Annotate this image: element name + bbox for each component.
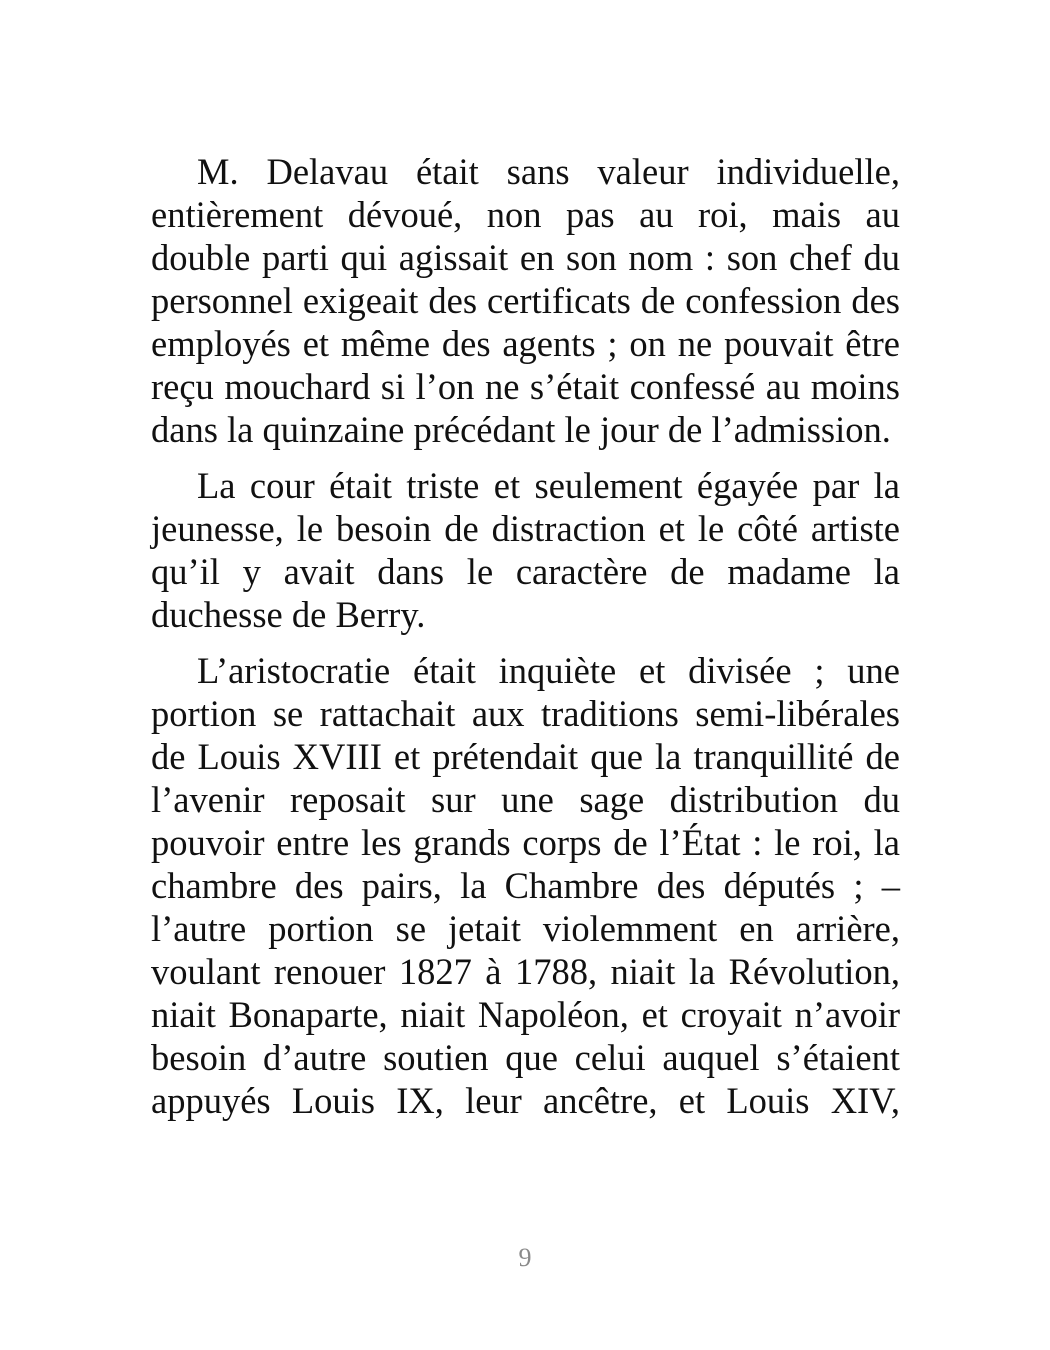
paragraph-cour: La cour était triste et seulement égayée par la jeunesse, le besoin de distraction et le côté artiste qu’il y avait dans le caractère de madame la duchesse de Berry. — [151, 465, 900, 635]
paragraph-delavau: M. Delavau était sans valeur individuelle, entièrement dévoué, non pas au roi, mais au double parti qui agissait en son nom : son chef du personnel exigeait des certificats de confession des employés et même des agents ; on ne pouvait être reçu mouchard si l’on ne s’était confessé au moins dans la quinzaine précédant le jour de l’admission. — [151, 151, 900, 450]
page-number: 9 — [518, 1243, 532, 1272]
paragraph-aristocratie: L’aristocratie était inquiète et divisée ; une portion se rattachait aux traditions semi-libérales de Louis XVIII et prétendait que la tranquillité de l’avenir reposait sur une sage distribution du pouvoir entre les grands corps de l’État : le roi, la chambre des pairs, la Chambre des députés ; – l’autre portion se jetait violemment en arrière, voulant renouer 1827 à 1788, niait la Révolution, niait Bonaparte, niait Napoléon, et croyait n’avoir besoin d’autre soutien que celui auquel s’étaient appuyés Louis IX, leur ancêtre, et Louis XIV, — [151, 650, 900, 1121]
body-text — [151, 150, 900, 1135]
